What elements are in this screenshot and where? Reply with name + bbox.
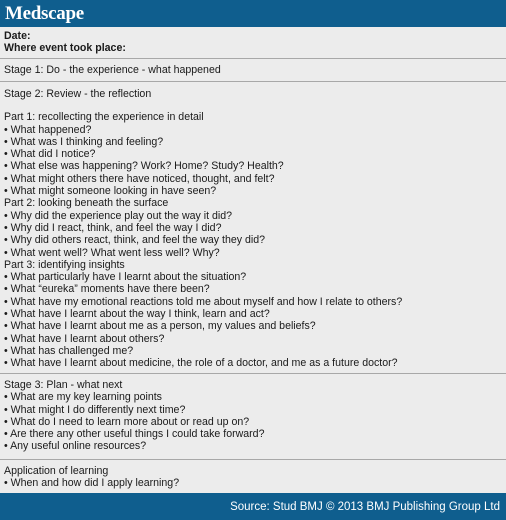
where-label: Where event took place: (4, 42, 126, 55)
divider (0, 459, 506, 460)
list-item: • What has challenged me? (4, 344, 134, 357)
application-section (0, 465, 506, 490)
divider (0, 58, 506, 59)
application-title: Application of learning (4, 465, 109, 477)
date-label: Date: (4, 30, 31, 42)
list-item: • What “eureka” moments have there been? (4, 283, 210, 296)
list-item: • What might someone looking in have seen? (4, 185, 217, 198)
reflection-template (0, 27, 506, 493)
list-item: • What was I thinking and feeling? (4, 135, 164, 148)
list-item: • What do I need to learn more about or read up on? (4, 415, 250, 428)
medscape-logo: Medscape (5, 2, 84, 24)
list-item: Part 3: identifying insights (4, 258, 125, 271)
stage3-title: Stage 3: Plan - what next (4, 379, 123, 391)
list-item: • What went well? What went less well? Why? (4, 246, 220, 259)
list-item: • What else was happening? Work? Home? Study? Health? (4, 160, 284, 173)
list-item: • What have I learnt about others? (4, 332, 165, 345)
source-credit: Source: Stud BMJ © 2013 BMJ Publishing Group Ltd (230, 500, 500, 513)
list-item: • What have I learnt about me as a person, my values and beliefs? (4, 320, 316, 333)
header-bar (0, 0, 506, 27)
list-item: Part 2: looking beneath the surface (4, 197, 169, 210)
list-item: • Any useful online resources? (4, 440, 147, 453)
application-list (4, 477, 506, 489)
list-item: • What might I do differently next time? (4, 403, 186, 416)
footer-bar (0, 493, 506, 520)
list-item: • What particularly have I learnt about the situation? (4, 271, 247, 284)
header-fields (0, 30, 506, 55)
divider (0, 81, 506, 82)
stage3-section (0, 379, 506, 453)
list-item: • Why did I react, think, and feel the way I did? (4, 221, 222, 234)
stage3-list (4, 391, 506, 452)
divider (0, 373, 506, 374)
list-item: • Why did the experience play out the way it did? (4, 209, 233, 222)
stage1-section (0, 64, 506, 76)
list-item: • What have I learnt about the way I think, learn and act? (4, 308, 270, 321)
list-item: • Why did others react, think, and feel the way they did? (4, 234, 266, 247)
stage2-title: Stage 2: Review - the reflection (4, 88, 152, 100)
list-item: • What did I notice? (4, 148, 96, 161)
list-item: • What are my key learning points (4, 391, 162, 404)
list-item: Part 1: recollecting the experience in detail (4, 111, 204, 124)
list-item: • What might others there have noticed, thought, and felt? (4, 172, 275, 185)
stage1-title: Stage 1: Do - the experience - what happened (4, 64, 221, 76)
list-item: • What have my emotional reactions told me about myself and how I relate to others? (4, 295, 403, 308)
list-item: • What have I learnt about medicine, the role of a doctor, and me as a future doctor? (4, 357, 398, 370)
list-item: • Are there any other useful things I could take forward? (4, 428, 265, 441)
stage2-section (0, 88, 506, 370)
list-item: • What happened? (4, 123, 92, 136)
list-item: • When and how did I apply learning? (4, 477, 180, 490)
stage2-list (4, 111, 506, 369)
